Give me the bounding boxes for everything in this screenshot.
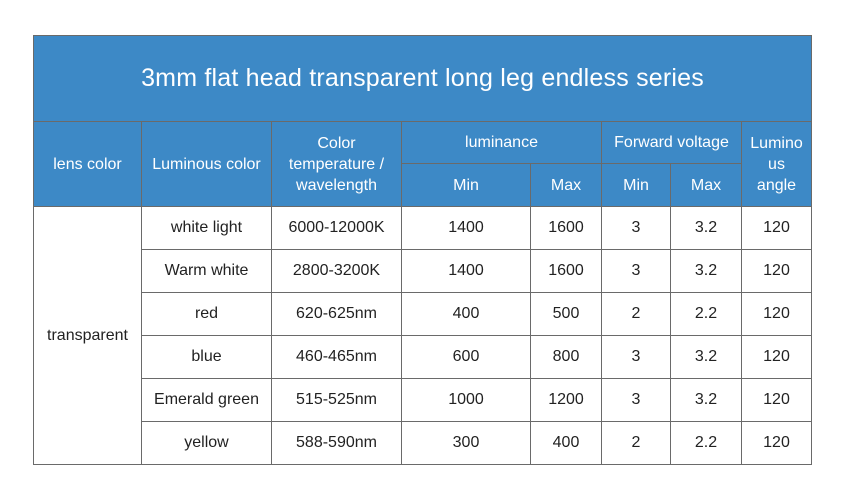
table-row — [34, 293, 812, 336]
luminance-max-cell: 800 — [531, 336, 602, 379]
angle-cell: 120 — [742, 422, 812, 465]
luminance-max-cell: 400 — [531, 422, 602, 465]
voltage-max-cell: 3.2 — [671, 336, 742, 379]
luminance-max-cell: 1200 — [531, 379, 602, 422]
header-voltage-min: Min — [602, 164, 671, 207]
luminance-min-cell: 600 — [402, 336, 531, 379]
header-angle-line3: angle — [756, 176, 797, 194]
voltage-max-cell: 3.2 — [671, 207, 742, 250]
temperature-cell: 620-625nm — [272, 293, 402, 336]
header-forward-voltage: Forward voltage — [602, 122, 742, 164]
header-luminance-max: Max — [531, 164, 602, 207]
temperature-cell: 2800-3200K — [272, 250, 402, 293]
luminous-color-cell: white light — [142, 207, 272, 250]
header-angle-line1: Lumino — [750, 134, 803, 152]
luminous-color-cell: Emerald green — [142, 379, 272, 422]
luminous-color-cell: blue — [142, 336, 272, 379]
voltage-min-cell: 3 — [602, 250, 671, 293]
header-luminous-color: Luminous color — [142, 122, 272, 207]
voltage-max-cell: 3.2 — [671, 250, 742, 293]
header-luminous-angle — [742, 122, 812, 207]
voltage-min-cell: 2 — [602, 422, 671, 465]
voltage-max-cell: 3.2 — [671, 379, 742, 422]
header-lens-color: lens color — [34, 122, 142, 207]
table-row — [34, 422, 812, 465]
header-luminance: luminance — [402, 122, 602, 164]
angle-cell: 120 — [742, 293, 812, 336]
angle-cell: 120 — [742, 207, 812, 250]
temperature-cell: 588-590nm — [272, 422, 402, 465]
angle-cell: 120 — [742, 379, 812, 422]
luminance-min-cell: 300 — [402, 422, 531, 465]
spec-table-container — [33, 35, 811, 465]
luminance-min-cell: 400 — [402, 293, 531, 336]
header-color-temperature-line2: temperature / — [288, 155, 385, 173]
lens-color-cell: transparent — [34, 207, 142, 465]
voltage-max-cell: 2.2 — [671, 293, 742, 336]
spec-table — [33, 35, 812, 465]
voltage-min-cell: 2 — [602, 293, 671, 336]
luminance-min-cell: 1000 — [402, 379, 531, 422]
luminous-color-cell: yellow — [142, 422, 272, 465]
table-row — [34, 250, 812, 293]
luminous-color-cell: Warm white — [142, 250, 272, 293]
voltage-min-cell: 3 — [602, 207, 671, 250]
luminance-max-cell: 1600 — [531, 207, 602, 250]
luminous-color-cell: red — [142, 293, 272, 336]
table-row — [34, 207, 812, 250]
header-angle-line2: us — [768, 155, 785, 173]
voltage-max-cell: 2.2 — [671, 422, 742, 465]
luminance-min-cell: 1400 — [402, 207, 531, 250]
temperature-cell: 515-525nm — [272, 379, 402, 422]
luminance-min-cell: 1400 — [402, 250, 531, 293]
header-color-temperature — [272, 122, 402, 207]
voltage-min-cell: 3 — [602, 379, 671, 422]
table-title: 3mm flat head transparent long leg endless series — [34, 36, 812, 122]
table-row — [34, 336, 812, 379]
angle-cell: 120 — [742, 250, 812, 293]
luminance-max-cell: 500 — [531, 293, 602, 336]
temperature-cell: 460-465nm — [272, 336, 402, 379]
header-color-temperature-line1: Color — [317, 134, 356, 152]
angle-cell: 120 — [742, 336, 812, 379]
luminance-max-cell: 1600 — [531, 250, 602, 293]
voltage-min-cell: 3 — [602, 336, 671, 379]
header-voltage-max: Max — [671, 164, 742, 207]
temperature-cell: 6000-12000K — [272, 207, 402, 250]
header-luminance-min: Min — [402, 164, 531, 207]
header-color-temperature-line3: wavelength — [296, 176, 377, 194]
table-row — [34, 379, 812, 422]
